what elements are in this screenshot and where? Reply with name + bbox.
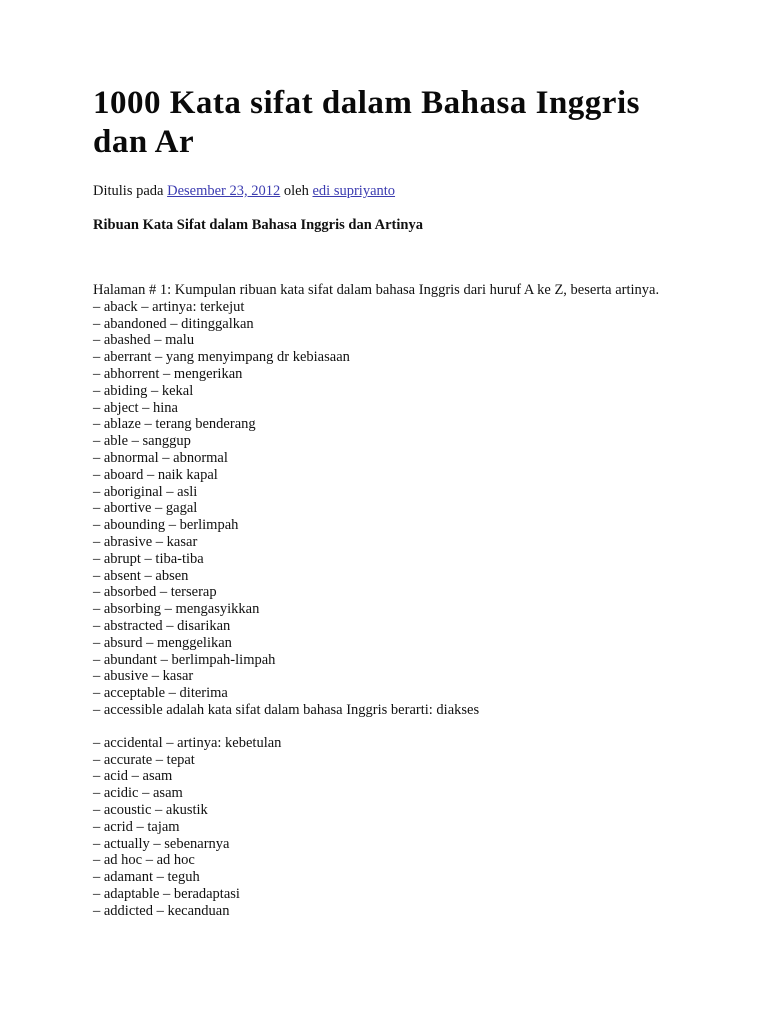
- article-title: 1000 Kata sifat dalam Bahasa Inggris dan Ar: [93, 85, 640, 160]
- list-item: – aberrant – yang menyimpang dr kebiasaan: [93, 349, 350, 366]
- list-item: – abrasive – kasar: [93, 533, 198, 550]
- article-subtitle: Ribuan Kata Sifat dalam Bahasa Inggris dan Artinya: [93, 217, 423, 233]
- list-item: – ad hoc – ad hoc: [93, 852, 195, 869]
- list-item: – acrid – tajam: [93, 818, 180, 835]
- list-item: – adamant – teguh: [93, 869, 200, 886]
- list-item: – acid – asam: [93, 768, 173, 785]
- list-item: – accessible adalah kata sifat dalam bahasa Inggris berarti: diakses: [93, 701, 480, 718]
- list-item: – absorbed – terserap: [93, 584, 217, 601]
- list-item: – accurate – tepat: [93, 751, 195, 768]
- article: [93, 84, 693, 919]
- list-item: – actually – sebenarnya: [93, 835, 230, 852]
- list-item: – acidic – asam: [93, 785, 183, 802]
- list-item: – abnormal – abnormal: [93, 449, 228, 466]
- list-item: – abusive – kasar: [93, 668, 194, 685]
- article-meta: [93, 182, 693, 200]
- list-item: – addicted – kecanduan: [93, 902, 230, 919]
- word-list-1: [93, 299, 693, 719]
- list-item: – abounding – berlimpah: [93, 517, 239, 534]
- list-item: – absent – absen: [93, 567, 189, 584]
- intro-text: Halaman # 1: Kumpulan ribuan kata sifat dalam bahasa Inggris dari huruf A ke Z, beserta artinya.: [93, 282, 660, 298]
- list-item: – aboard – naik kapal: [93, 466, 218, 483]
- list-item: – aback – artinya: terkejut: [93, 298, 245, 315]
- list-item: – abundant – berlimpah-limpah: [93, 651, 276, 668]
- list-item: – aboriginal – asli: [93, 483, 198, 500]
- list-item: – acceptable – diterima: [93, 685, 228, 702]
- list-item: – ablaze – terang benderang: [93, 416, 256, 433]
- list-item: – adaptable – beradaptasi: [93, 885, 240, 902]
- meta-prefix: Ditulis pada: [93, 183, 168, 199]
- list-item: – abject – hina: [93, 399, 178, 416]
- list-item: – abortive – gagal: [93, 500, 198, 517]
- list-item: – abandoned – ditinggalkan: [93, 315, 254, 332]
- list-item: – absorbing – mengasyikkan: [93, 601, 260, 618]
- list-item: – abashed – malu: [93, 332, 195, 349]
- list-item: – abiding – kekal: [93, 382, 194, 399]
- list-item: – abstracted – disarikan: [93, 617, 231, 634]
- author-link[interactable]: edi supriyanto: [312, 183, 396, 199]
- meta-by: oleh: [280, 183, 313, 199]
- list-item: – able – sanggup: [93, 433, 191, 450]
- date-link[interactable]: Desember 23, 2012: [167, 183, 281, 199]
- list-item: – accidental – artinya: kebetulan: [93, 734, 282, 751]
- list-item: – abhorrent – mengerikan: [93, 365, 243, 382]
- list-item: – abrupt – tiba-tiba: [93, 550, 204, 567]
- word-list-2: [93, 735, 693, 920]
- list-item: – acoustic – akustik: [93, 801, 208, 818]
- list-item: – absurd – menggelikan: [93, 634, 232, 651]
